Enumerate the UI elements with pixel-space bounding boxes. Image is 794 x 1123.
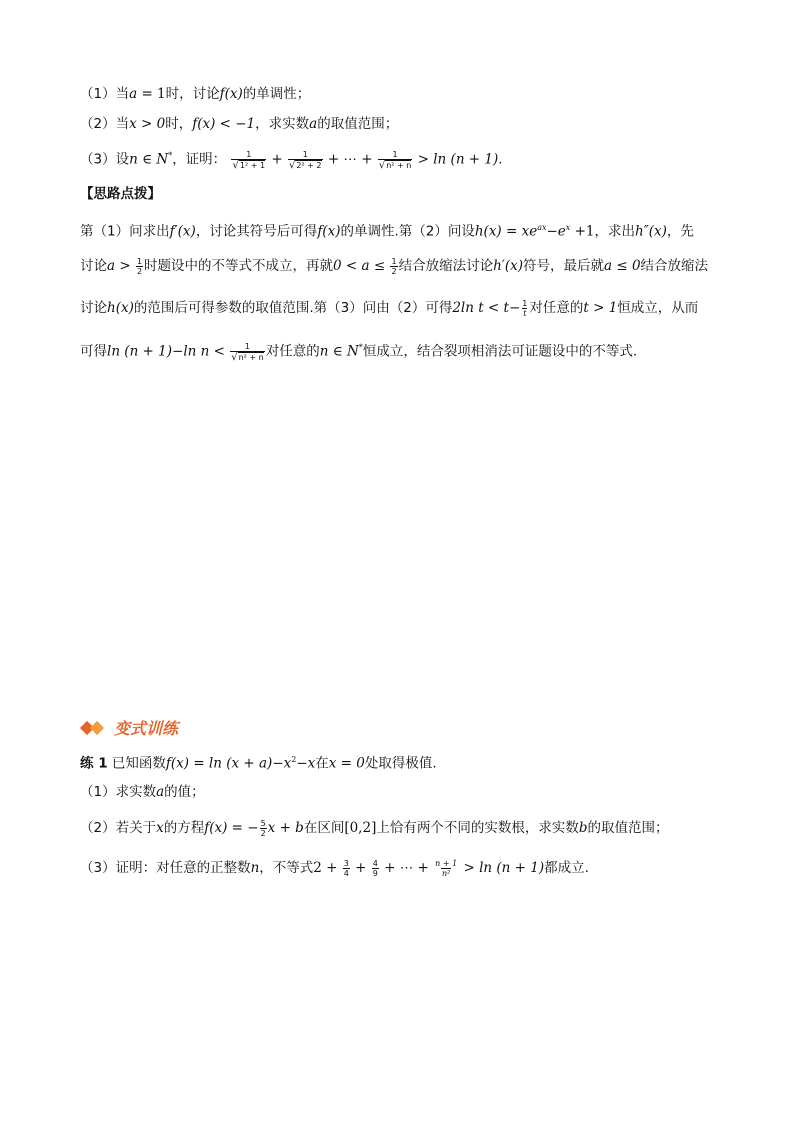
fraction-term-n: $\frac{1}{\text{√n² + n}}$ xyxy=(378,149,412,171)
fraction-term-2: $\frac{1}{\text{√2² + 2}}$ xyxy=(288,149,322,171)
exercise-1-statement: 练 1 已知函数$f(x) = \ln (x + a)-x^2-x$在x = 0处取得极值. xyxy=(80,755,437,772)
hint-line-2: 讨论a > $\frac{1}{2}$ 时题设中的不等式不成立，再就0 < a ≤ $\frac{1}{2}$ 结合放缩法讨论h′(x)符号，最后就a ≤ 0结合放缩法 xyxy=(80,256,709,276)
exercise-1-part-3: （3）证明：对任意的正整数n，不等式2 + $\frac{3}{4}$ + $\frac{4}{9}$ + ⋯ + $\frac{n + 1}{\text{n²}}$ > ln (n + 1)都成立. xyxy=(80,858,589,878)
exercise-1-part-1: （1）求实数a的值； xyxy=(80,784,205,800)
hint-line-3: 讨论h(x)的范围后可得参数的取值范围.第（3）问由（2）可得2ln t < t− $\frac{1}{t}$ 对任意的t > 1恒成立，从而 xyxy=(80,298,699,318)
section-title: 变式训练 xyxy=(114,719,179,738)
hint-line-4: 可得ln (n + 1)−ln n < $\frac{1}{\text{√n² + n}}$ 对任意的n ∈ N*恒成立，结合裂项相消法可证题设中的不等式. xyxy=(80,341,638,363)
section-variant-training xyxy=(80,716,178,739)
problem-part-2: （2）当x > 0时，f(x) < −1，求实数a的取值范围； xyxy=(80,116,399,132)
section-heading-hint: 【思路点拨】 xyxy=(80,186,161,202)
problem-part-1: （1）当a = 1时，讨论f(x)的单调性； xyxy=(80,86,311,102)
fraction-term-1: $\frac{1}{\text{√1² + 1}}$ xyxy=(232,149,266,171)
exercise-1-part-2: （2）若关于x的方程f(x) = − $\frac{5}{2}$ x + b在区间[0,2]上恰有两个不同的实数根，求实数b的取值范围； xyxy=(80,818,669,838)
double-diamond-icon xyxy=(80,721,110,735)
problem-part-3: （3）设n ∈ N*，证明： $\frac{1}{\text{√1² + 1}}$ + $\frac{1}{\text{√2² + 2}}$ + ⋯ + $\frac{1}{\text{√n² + n}}$ > ln (n + 1). xyxy=(80,149,503,171)
hint-line-1: 第（1）问求出f′(x)，讨论其符号后可得f(x)的单调性.第（2）问设$h(x) = xe^{ax}-e^x +1$，求出h″(x)，先 xyxy=(80,223,694,240)
